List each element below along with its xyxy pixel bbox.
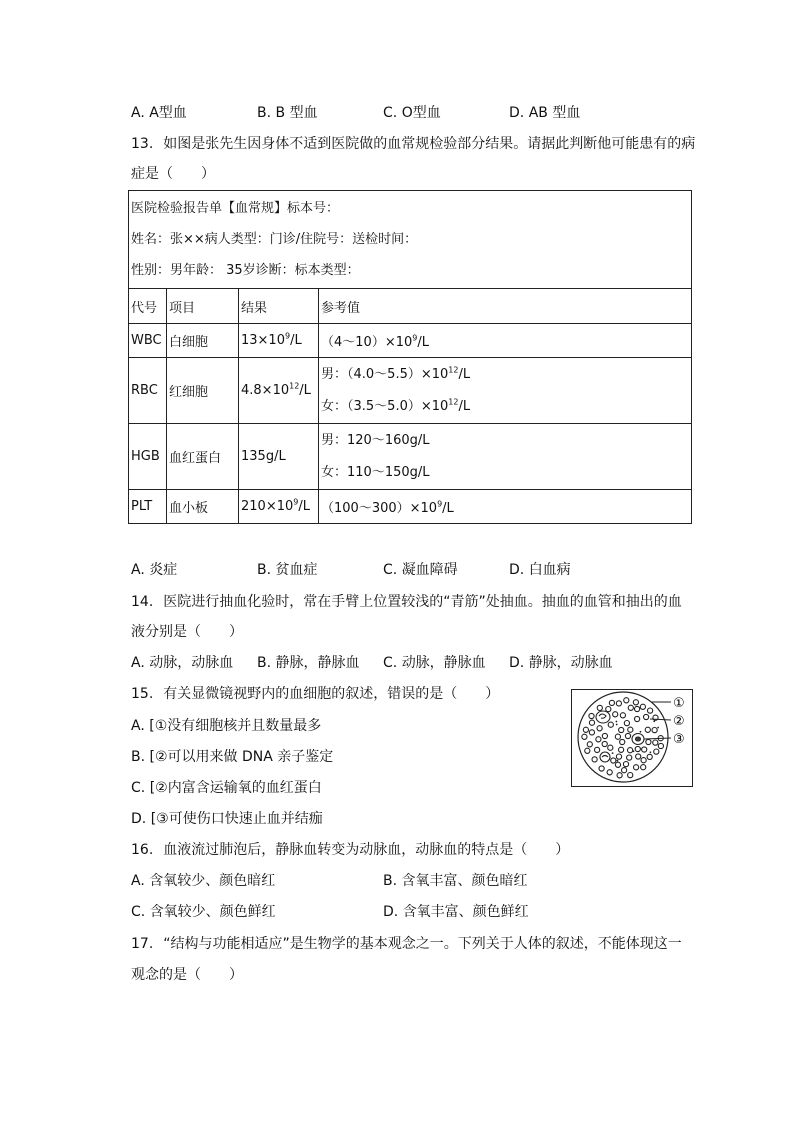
- platelet: [640, 731, 642, 733]
- red-blood-cell: [620, 739, 625, 744]
- platelet: [617, 760, 619, 762]
- red-blood-cell: [602, 741, 607, 746]
- red-blood-cell: [658, 743, 663, 748]
- red-blood-cell: [635, 706, 640, 711]
- q14-number: 14.: [131, 594, 154, 610]
- red-blood-cell: [633, 700, 638, 705]
- row-code: RBC: [129, 358, 167, 424]
- q15-stem: 15. 有关显微镜视野内的血细胞的叙述，错误的是（ ）: [131, 686, 500, 702]
- red-blood-cell: [644, 714, 649, 719]
- q16-option-b: B. 含氧丰富、颜色暗红: [383, 873, 528, 889]
- red-blood-cell: [609, 700, 614, 705]
- red-blood-cell: [608, 722, 613, 727]
- red-blood-cell: [616, 701, 621, 706]
- q17-stem-line1: 17. “结构与功能相适应”是生物学的基本观念之一。下列关于人体的叙述，不能体现这一: [131, 936, 682, 952]
- platelet: [653, 720, 655, 722]
- red-blood-cell: [642, 747, 647, 752]
- red-blood-cell: [634, 765, 639, 770]
- red-blood-cell: [589, 720, 594, 725]
- red-blood-cell: [627, 755, 632, 760]
- q14-stem-line2: 液分别是（ ）: [131, 624, 243, 640]
- row-code: PLT: [129, 490, 167, 524]
- figure-label-2: ②: [673, 714, 685, 729]
- white-blood-cell: [596, 711, 610, 723]
- q14-option-c: C. 动脉，静脉血: [383, 655, 486, 671]
- q14-stem-line1: 14. 医院进行抽血化验时，常在手臂上位置较浅的“青筋”处抽血。抽血的血管和抽出的血: [131, 594, 682, 610]
- q16-number: 16.: [131, 842, 154, 858]
- red-blood-cell: [619, 747, 624, 752]
- row-result: $4.8\times 10^{12}/L$: [239, 358, 319, 424]
- q13-stem-line1: 13. 如图是张先生因身体不适到医院做的血常规检验部分结果。请据此判断他可能患有的病: [131, 136, 696, 152]
- report-column-header-row: [129, 289, 692, 324]
- q13-number: 13.: [131, 136, 154, 152]
- red-blood-cell: [587, 742, 592, 747]
- red-blood-cell: [602, 733, 607, 738]
- table-row: [129, 490, 692, 524]
- cell-nucleus: [636, 737, 641, 741]
- q13-option-d: D. 白血病: [509, 562, 571, 578]
- table-row: [129, 358, 692, 424]
- red-blood-cell: [615, 762, 620, 767]
- q15-option-b: B. [②可以用来做 DNA 亲子鉴定: [131, 749, 334, 765]
- red-blood-cell: [628, 705, 633, 710]
- report-patient-info: 姓名：张××病人类型：门诊/住院号：送检时间：: [131, 232, 418, 247]
- red-blood-cell: [620, 713, 625, 718]
- report-patient-meta: 性别：男年龄： 35岁诊断：标本类型：: [131, 263, 360, 278]
- q17-number: 17.: [131, 936, 154, 952]
- q15-option-c: C. [②内富含运输氧的血红蛋白: [131, 780, 322, 796]
- red-blood-cell: [599, 766, 604, 771]
- platelet: [612, 752, 614, 754]
- red-blood-cell: [625, 733, 630, 738]
- red-blood-cell: [585, 748, 590, 753]
- platelet: [650, 751, 652, 753]
- red-blood-cell: [652, 728, 657, 733]
- row-item: 红细胞: [167, 358, 239, 424]
- red-blood-cell: [636, 754, 641, 759]
- row-code: WBC: [129, 324, 167, 358]
- row-result: 135g/L: [239, 424, 319, 490]
- q13-stem-line2: 症是（ ）: [131, 166, 215, 182]
- q13-option-c: C. 凝血障碍: [383, 562, 458, 578]
- q16-option-c: C. 含氧较少、颜色鲜红: [131, 904, 276, 920]
- q13-option-a: A. 炎症: [131, 562, 178, 578]
- red-blood-cell: [654, 749, 659, 754]
- red-blood-cell: [607, 770, 612, 775]
- red-blood-cell: [595, 747, 600, 752]
- red-blood-cell: [611, 758, 616, 763]
- red-blood-cell: [635, 716, 640, 721]
- red-blood-cell: [582, 734, 587, 739]
- q14-option-b: B. 静脉，静脉血: [257, 655, 360, 671]
- col-header-result: 结果: [239, 289, 319, 324]
- red-blood-cell: [616, 754, 621, 759]
- q14-option-a: A. 动脉，动脉血: [131, 655, 234, 671]
- red-blood-cell: [647, 754, 652, 759]
- row-item: 血小板: [167, 490, 239, 524]
- red-blood-cell: [619, 727, 624, 732]
- red-blood-cell: [613, 712, 618, 717]
- q15-option-a: A. [①没有细胞核并且数量最多: [131, 718, 322, 734]
- red-blood-cell: [624, 698, 629, 703]
- row-reference: $(4\sim 10)\times 10^9/L$: [319, 324, 692, 358]
- red-blood-cell: [589, 713, 594, 718]
- row-result: $210\times 10^9/L$: [239, 490, 319, 524]
- red-blood-cell: [608, 745, 613, 750]
- red-blood-cell: [628, 748, 633, 753]
- red-blood-cell: [640, 704, 645, 709]
- col-header-item: 项目: [167, 289, 239, 324]
- red-blood-cell: [628, 727, 633, 732]
- red-blood-cell: [641, 758, 646, 763]
- q12-option-b: B. B 型血: [257, 105, 318, 121]
- red-blood-cell: [622, 768, 627, 773]
- red-blood-cell: [583, 727, 588, 732]
- red-blood-cell: [615, 734, 620, 739]
- red-blood-cell: [628, 773, 633, 778]
- red-blood-cell: [645, 727, 650, 732]
- red-blood-cell: [597, 705, 602, 710]
- red-blood-cell: [624, 721, 629, 726]
- row-reference: 男：$(4.0\sim 5.5)\times 10^{12}/L$ 女：$(3.5\sim 5.0)\times 10^{12}/L$: [319, 358, 692, 424]
- figure-label-3: ③: [673, 732, 685, 747]
- q14-option-d: D. 静脉，动脉血: [509, 655, 613, 671]
- report-header-row: [129, 191, 692, 289]
- red-blood-cell: [641, 765, 646, 770]
- red-blood-cell: [597, 726, 602, 731]
- platelet: [657, 727, 659, 729]
- red-blood-cell: [606, 707, 611, 712]
- table-row: [129, 324, 692, 358]
- report-title: 医院检验报告单【血常规】标本号：: [131, 201, 340, 216]
- red-blood-cell: [648, 708, 653, 713]
- red-blood-cell: [653, 740, 658, 745]
- row-result: $13\times 10^9/L$: [239, 324, 319, 358]
- q16-option-d: D. 含氧丰富、颜色鲜红: [383, 904, 529, 920]
- red-blood-cell: [635, 746, 640, 751]
- white-blood-cell: [600, 752, 610, 762]
- table-row: [129, 424, 692, 490]
- q12-option-c: C. O型血: [383, 105, 441, 121]
- row-code: HGB: [129, 424, 167, 490]
- q12-option-a: A. A型血: [131, 105, 187, 121]
- platelet: [633, 750, 635, 752]
- q16-stem: 16. 血液流过肺泡后，静脉血转变为动脉血，动脉血的特点是（ ）: [131, 842, 570, 858]
- row-reference: 男：120～160g/L 女：110～150g/L: [319, 424, 692, 490]
- platelet: [616, 721, 618, 723]
- row-reference: $(100\sim 300)\times 10^9/L$: [319, 490, 692, 524]
- q16-option-a: A. 含氧较少、颜色暗红: [131, 873, 276, 889]
- red-blood-cell: [589, 730, 594, 735]
- row-item: 血红蛋白: [167, 424, 239, 490]
- microscope-blood-cells-figure: [571, 689, 693, 787]
- q15-option-d: D. [③可使伤口快速止血并结痂: [131, 811, 323, 827]
- q13-option-b: B. 贫血症: [257, 562, 318, 578]
- col-header-code: 代号: [129, 289, 167, 324]
- red-blood-cell: [646, 739, 651, 744]
- q12-option-d: D. AB 型血: [509, 105, 581, 121]
- q17-stem-line2: 观念的是（ ）: [131, 967, 243, 983]
- q15-number: 15.: [131, 686, 154, 702]
- figure-label-1: ①: [673, 696, 685, 711]
- red-blood-cell: [623, 762, 628, 767]
- col-header-reference: 参考值: [319, 289, 692, 324]
- platelet: [616, 724, 618, 726]
- red-blood-cell: [596, 737, 601, 742]
- red-blood-cell: [592, 757, 597, 762]
- red-blood-cell: [617, 773, 622, 778]
- blood-report-table: [128, 190, 692, 524]
- row-item: 白细胞: [167, 324, 239, 358]
